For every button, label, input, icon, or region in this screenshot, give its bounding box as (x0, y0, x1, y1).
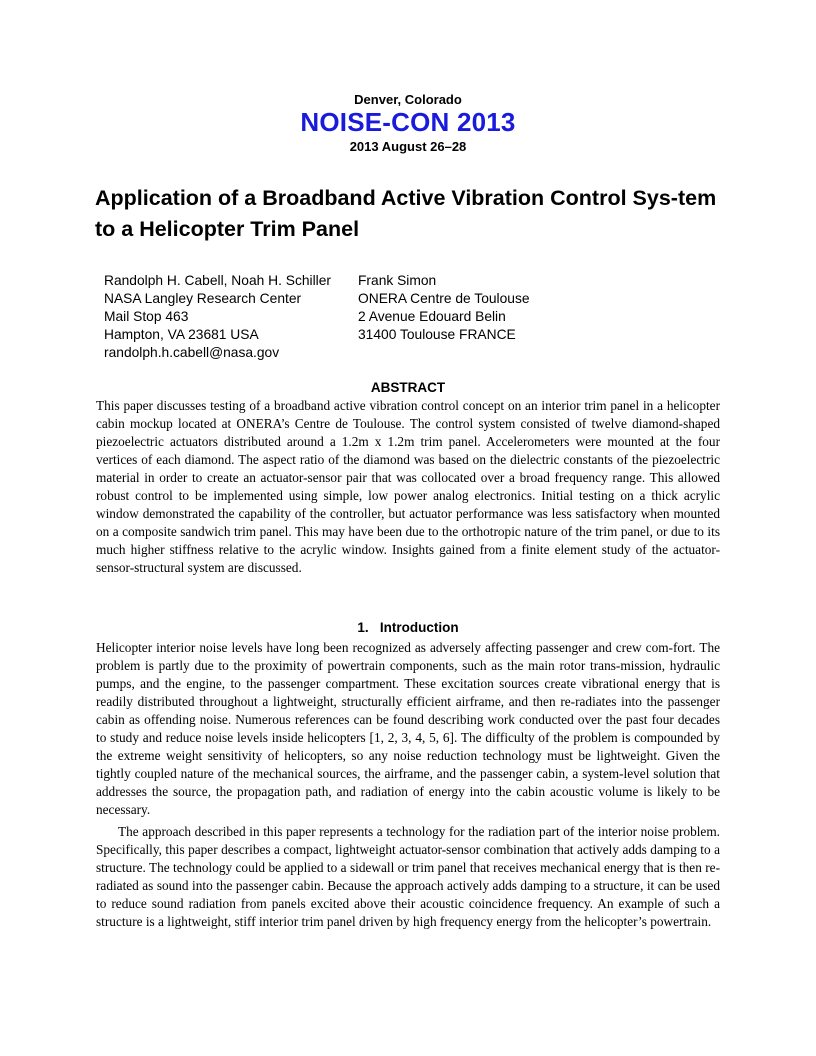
author-city: Hampton, VA 23681 USA (104, 327, 259, 342)
abstract-heading: ABSTRACT (370, 380, 446, 395)
author-block-left (104, 272, 331, 362)
abstract-text: This paper discusses testing of a broadband active vibration control concept on an interior trim panel in a helicopter cabin mockup located at ONERA’s Centre de Toulouse. The control system consisted of twelve diamond-shaped piezoelectric actuators distributed around a 1.2m x 1.2m trim panel. Accelerometers were mounted at the four vertices of each diamond. The aspect ratio of the diamond was based on the dielectric constants of the piezoelectric material in order to create an actuator-sensor pair that was collocated over a broad frequency range. This allowed robust control to be implemented using simple, low power analog electronics. Initial testing on a thick acrylic window demonstrated the capability of the controller, but actuator performance was less satisfactory when mounted on a composite sandwich trim panel. This may have been due to the orthotropic nature of the trim panel, or due to its much higher stiffness relative to the acrylic window. Insights gained from a finite element study of the actuator-sensor-structural system are discussed. (96, 398, 720, 575)
author-names: Randolph H. Cabell, Noah H. Schiller (104, 273, 331, 288)
paper-title: Application of a Broadband Active Vibration Control Sys-tem to a Helicopter Trim Panel (95, 186, 717, 241)
author-affiliation: NASA Langley Research Center (104, 291, 302, 306)
introduction-paragraph-1: Helicopter interior noise levels have long been recognized as adversely affecting passenger and crew com-fort. The problem is partly due to the proximity of powertrain components, such as the main rotor trans-mission, hydraulic pumps, and the engine, to the passenger compartment. These excitation sources create vibrational energy that is readily distributed throughout a lightweight, structurally efficient airframe, and then re-radiates into the passenger cabin as offending noise. Numerous references can be found describing work conducted over the past four decades to study and reduce noise levels inside helicopters [1, 2, 3, 4, 5, 6]. The difficulty of the problem is compounded by the extreme weight sensitivity of helicopters, so any noise reduction technology must be lightweight. Given the tightly coupled nature of the mechanical sources, the airframe, and the passenger cabin, a system-level solution that addresses the source, the propagation path, and radiation of energy into the cabin acoustic volume is likely to be necessary. (96, 640, 720, 817)
author-email: randolph.h.cabell@nasa.gov (104, 345, 280, 360)
author-mailstop: Mail Stop 463 (104, 309, 189, 324)
author-street: 2 Avenue Edouard Belin (358, 309, 506, 324)
conference-location: Denver, Colorado (354, 92, 462, 107)
conference-dates: 2013 August 26–28 (349, 139, 467, 154)
author-affiliation: ONERA Centre de Toulouse (358, 291, 530, 306)
author-block-right (358, 272, 530, 344)
author-name: Frank Simon (358, 273, 437, 288)
conference-name: NOISE-CON 2013 (300, 107, 516, 137)
introduction-heading: 1. Introduction (357, 620, 459, 635)
introduction-paragraph-2: The approach described in this paper represents a technology for the radiation part of the interior noise problem. Specifically, this paper describes a compact, lightweight actuator-sensor combination that actively adds damping to a structure. The technology could be applied to a sidewall or trim panel that receives mechanical energy that is then re-radiated as sound into the passenger cabin. Because the approach actively adds damping to a structure, it can be used to reduce sound radiation from panels excited above their acoustic coincidence frequency. An example of such a structure is a lightweight, stiff interior trim panel driven by high frequency energy from the helicopter’s powertrain. (96, 824, 720, 929)
author-city: 31400 Toulouse FRANCE (358, 327, 516, 342)
